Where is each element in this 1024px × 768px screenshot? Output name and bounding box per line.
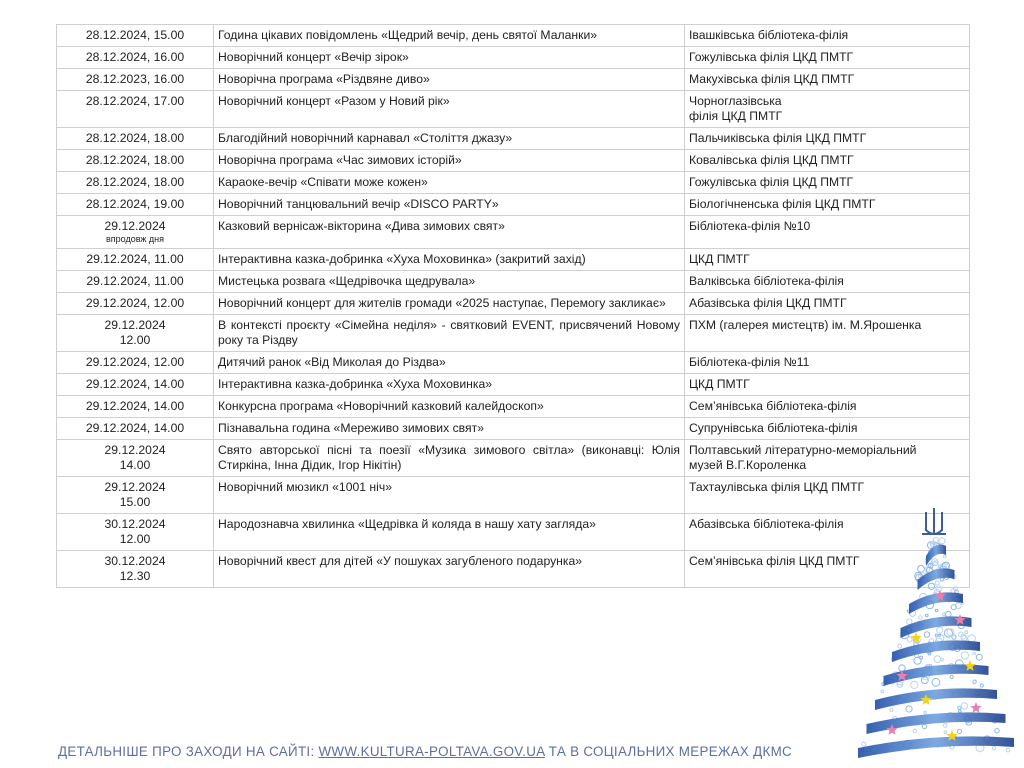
table-row (57, 194, 970, 216)
event-date-line: 29.12.2024 (104, 480, 166, 494)
event-date (57, 150, 214, 172)
tree-bubble (922, 724, 926, 728)
event-venue-line: Чорноглазівська (689, 94, 782, 108)
event-date (57, 128, 214, 150)
tree-bubble (961, 635, 967, 641)
tree-bubble (934, 656, 941, 663)
tree-bubble (943, 613, 946, 616)
event-title: Новорічний концерт для жителів громади «2025 наступає, Перемогу закликає» (214, 293, 685, 315)
footer-suffix: ТА В СОЦІАЛЬНИХ МЕРЕЖАХ ДКМС (544, 744, 792, 759)
event-date (57, 69, 214, 91)
event-date (57, 396, 214, 418)
event-venue (685, 47, 970, 69)
tree-bubble (939, 634, 941, 636)
tree-bubble (961, 703, 967, 709)
table-row (57, 172, 970, 194)
tree-bubble (973, 652, 976, 655)
tree-bubble (881, 690, 884, 693)
event-date (57, 374, 214, 396)
event-venue (685, 69, 970, 91)
event-venue-line: Супрунівська бібліотека-філія (689, 421, 858, 435)
event-venue-line: Валківська бібліотека-філія (689, 274, 844, 288)
tree-bubble (943, 555, 946, 558)
footer-prefix: ДЕТАЛЬНІШЕ ПРО ЗАХОДИ НА САЙТІ: (58, 744, 319, 759)
event-date (57, 477, 214, 514)
tree-bubble (946, 611, 952, 617)
event-venue (685, 128, 970, 150)
event-date-line: 29.12.2024 (104, 219, 166, 233)
event-title: Година цікавих повідомлень «Щедрий вечір, день святої Маланки» (214, 25, 685, 47)
event-venue-line: Ковалівська філія ЦКД ПМТГ (689, 153, 854, 167)
event-date-line: 12.30 (119, 569, 151, 583)
tree-bubble (944, 731, 947, 734)
event-date (57, 271, 214, 293)
tree-bubble (961, 652, 968, 659)
table-row (57, 249, 970, 271)
tree-bubble (907, 619, 912, 624)
event-venue-line: Бібліотека-філія №11 (689, 355, 810, 369)
event-date-line: 29.12.2024, 12.00 (85, 355, 185, 369)
event-venue (685, 172, 970, 194)
event-title: Новорічний танцювальний вечір «DISCO PARTY» (214, 194, 685, 216)
event-venue-line: Абазівська філія ЦКД ПМТГ (689, 296, 847, 310)
event-date-line: 12.00 (119, 333, 151, 347)
tree-bubble (992, 747, 995, 750)
event-date-line: 28.12.2024, 18.00 (85, 153, 185, 167)
event-title: Свято авторської пісні та поезії «Музика зимового світла» (виконавці: Юлія Стиркіна, Інна Дідик, Ігор Нікітін) (214, 440, 685, 477)
events-table-body (57, 25, 970, 588)
tree-bubble (914, 657, 921, 664)
event-date-line: 28.12.2024, 19.00 (85, 197, 185, 211)
tree-bubble (932, 678, 940, 686)
event-title: Новорічний мюзикл «1001 ніч» (214, 477, 685, 514)
table-row (57, 374, 970, 396)
tree-bubble (907, 637, 912, 642)
event-date-line: 12.00 (119, 532, 151, 546)
event-date-line: 29.12.2024, 11.00 (86, 274, 184, 288)
tree-bubble (890, 709, 893, 712)
tree-bubble (939, 538, 945, 544)
footer-note (58, 744, 792, 759)
tree-ribbon (858, 736, 1014, 758)
event-venue (685, 374, 970, 396)
table-row (57, 396, 970, 418)
event-title: Інтерактивна казка-добринка «Хуха Моховинка» (закритий захід) (214, 249, 685, 271)
event-date (57, 172, 214, 194)
table-row (57, 47, 970, 69)
tree-star (970, 702, 981, 713)
event-date-note: впродовж дня (105, 234, 165, 244)
event-title: Новорічний концерт «Вечір зірок» (214, 47, 685, 69)
website-link[interactable]: WWW.KULTURA-POLTAVA.GOV.UA (318, 744, 545, 759)
events-table (56, 24, 970, 588)
event-title: Новорічна програма «Час зимових історій» (214, 150, 685, 172)
tree-bubble (935, 581, 939, 585)
event-title: Новорічний квест для дітей «У пошуках загубленого подарунка» (214, 551, 685, 588)
event-date (57, 440, 214, 477)
event-venue-line: Пальчиківська філія ЦКД ПМТГ (689, 131, 867, 145)
event-date-line: 30.12.2024 (104, 517, 166, 531)
tree-bubble (980, 684, 983, 687)
event-date-line: 30.12.2024 (104, 554, 166, 568)
table-row (57, 91, 970, 128)
table-row (57, 25, 970, 47)
event-date-line: 29.12.2024, 14.00 (85, 377, 185, 391)
event-date (57, 352, 214, 374)
event-title: Новорічний концерт «Разом у Новий рік» (214, 91, 685, 128)
event-date-line: 14.00 (119, 458, 151, 472)
event-date-line: 29.12.2024, 14.00 (85, 421, 185, 435)
event-date (57, 418, 214, 440)
tree-bubble (906, 706, 912, 712)
event-date-line: 29.12.2024 (104, 318, 166, 332)
event-title: Казковий вернісаж-вікторина «Дива зимових свят» (214, 216, 685, 249)
event-date-line: 28.12.2024, 15.00 (85, 28, 185, 42)
tree-bubble (950, 675, 953, 678)
table-row (57, 128, 970, 150)
tree-ribbon (909, 592, 963, 614)
event-date-line: 29.12.2024, 14.00 (85, 399, 185, 413)
tree-bubble (959, 710, 962, 713)
tree-bubble (862, 742, 866, 746)
tree-bubble (918, 575, 921, 578)
event-venue (685, 271, 970, 293)
tree-ribbons (858, 544, 1014, 758)
tree-bubble (995, 729, 999, 733)
event-venue (685, 440, 970, 477)
event-venue (685, 194, 970, 216)
tree-bubble (933, 538, 938, 543)
event-venue (685, 396, 970, 418)
tree-bubble (911, 681, 918, 688)
event-date (57, 25, 214, 47)
event-date-line: 29.12.2024, 12.00 (85, 296, 185, 310)
tree-bubble (965, 631, 968, 634)
tree-bubble (1006, 748, 1010, 752)
event-venue-line: Полтавський літературно-меморіальний (689, 443, 917, 457)
event-venue (685, 418, 970, 440)
event-date (57, 194, 214, 216)
event-title: Мистецька розвага «Щедрівочка щедрувала» (214, 271, 685, 293)
event-date (57, 514, 214, 551)
event-date-line: 28.12.2024, 18.00 (85, 131, 185, 145)
table-row (57, 69, 970, 91)
table-row (57, 418, 970, 440)
event-venue-line: Тахтаулівська філія ЦКД ПМТГ (689, 480, 865, 494)
tree-bubble (924, 711, 927, 714)
tree-bubble (976, 654, 982, 660)
event-venue (685, 315, 970, 352)
event-date-line: 28.12.2024, 17.00 (85, 94, 185, 108)
event-venue (685, 150, 970, 172)
event-date-line: 29.12.2024 (104, 443, 166, 457)
table-row (57, 293, 970, 315)
event-title: Пізнавальна година «Мереживо зимових свят» (214, 418, 685, 440)
event-date-line: 29.12.2024, 11.00 (86, 252, 184, 266)
table-row (57, 150, 970, 172)
tree-bubble (943, 724, 947, 728)
table-row (57, 477, 970, 514)
event-date-line: 28.12.2023, 16.00 (85, 72, 185, 86)
event-date-line: 28.12.2024, 18.00 (85, 175, 185, 189)
tree-bubble (957, 729, 961, 733)
event-venue (685, 249, 970, 271)
event-date-line: 28.12.2024, 16.00 (85, 50, 185, 64)
event-venue-line: Гожулівська філія ЦКД ПМТГ (689, 50, 854, 64)
event-title: Караоке-вечір «Співати може кожен» (214, 172, 685, 194)
table-row (57, 352, 970, 374)
event-venue-line: Абазівська бібліотека-філія (689, 517, 844, 531)
event-venue-line: музей В.Г.Короленка (689, 458, 807, 472)
table-row (57, 551, 970, 588)
tree-bubble (924, 632, 929, 637)
tree-bubble (958, 706, 961, 709)
event-venue (685, 25, 970, 47)
event-date (57, 293, 214, 315)
tree-bubble (919, 616, 923, 620)
event-venue-line: Гожулівська філія ЦКД ПМТГ (689, 175, 854, 189)
table-row (57, 271, 970, 293)
table-row (57, 514, 970, 551)
event-venue-line: ЦКД ПМТГ (689, 377, 750, 391)
event-venue-line: Івашківська бібліотека-філія (689, 28, 849, 42)
tree-bubble (913, 729, 917, 733)
tree-bubble (935, 609, 938, 612)
event-venue-line: Бібліотека-філія №10 (689, 219, 811, 233)
event-venue-line: Макухівська філія ЦКД ПМТГ (689, 72, 855, 86)
event-date (57, 315, 214, 352)
event-title: Народознавча хвилинка «Щедрівка й коляда в нашу хату загляда» (214, 514, 685, 551)
event-venue-line: Сем’янівська бібліотека-філія (689, 399, 857, 413)
event-venue-line: Сем’янівська філія ЦКД ПМТГ (689, 554, 860, 568)
tree-bubble (898, 644, 902, 648)
event-title: Дитячий ранок «Від Миколая до Різдва» (214, 352, 685, 374)
christmas-tree-icon (856, 500, 1016, 762)
event-venue (685, 216, 970, 249)
event-venue (685, 91, 970, 128)
event-title: Новорічна програма «Різдвяне диво» (214, 69, 685, 91)
event-venue (685, 352, 970, 374)
table-row (57, 315, 970, 352)
event-venue-line: ЦКД ПМТГ (689, 252, 750, 266)
trident-icon (922, 508, 946, 534)
table-row (57, 216, 970, 249)
tree-bubble (940, 578, 943, 581)
event-date (57, 216, 214, 249)
event-venue (685, 293, 970, 315)
event-venue-line: ПХМ (галерея мистецтв) ім. М.Ярошенка (689, 318, 922, 332)
event-venue-line: філія ЦКД ПМТГ (689, 109, 783, 123)
event-date-line: 15.00 (119, 495, 151, 509)
tree-bubble (926, 614, 929, 617)
table-row (57, 440, 970, 477)
event-title: В контексті проєкту «Сімейна неділя» - святковий EVENT, присвячений Новому року та Різдву (214, 315, 685, 352)
event-date (57, 91, 214, 128)
tree-ribbon (867, 712, 1006, 734)
event-title: Конкурсна програма «Новорічний казковий калейдоскоп» (214, 396, 685, 418)
tree-bubble (937, 627, 943, 633)
event-venue-line: Біологічненська філія ЦКД ПМТГ (689, 197, 876, 211)
event-title: Благодійний новорічний карнавал «Століття джазу» (214, 128, 685, 150)
event-date (57, 551, 214, 588)
event-title: Інтерактивна казка-добринка «Хуха Моховинка» (214, 374, 685, 396)
event-date (57, 47, 214, 69)
event-date (57, 249, 214, 271)
tree-bubble (928, 583, 934, 589)
